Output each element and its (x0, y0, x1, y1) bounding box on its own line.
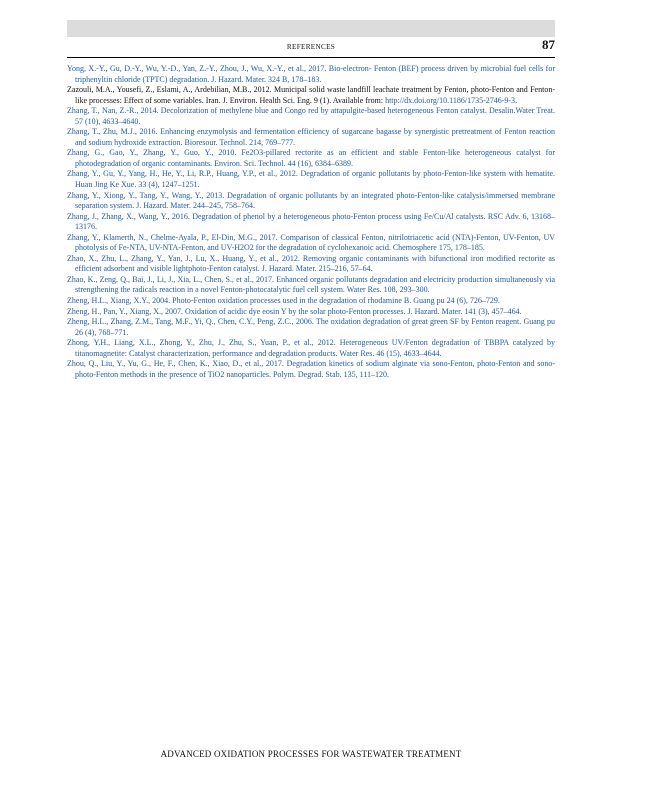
reference-item: Yong, X.-Y., Gu, D.-Y., Wu, Y.-D., Yan, Z.-Y., Zhou, J., Wu, X.-Y., et al., 2017. Bio-electron- Fenton (BEF) process driven by microbial fuel cells for triphenyltin chloride (TPTC) degradation. J. Hazard. Mater. 324 B, 178–183. (67, 64, 555, 84)
reference-item: Zhao, X., Zhu, L., Zhang, Y., Yan, J., Lu, X., Huang, Y., et al., 2012. Removing organic contaminants with bifunctional iron modified rectorite as efficient adsorbent and visible lightphoto-Fenton catalyst. J. Hazard. Mater. 215–216, 57–64. (67, 253, 555, 274)
reference-item: Zhang, Y., Gu, Y., Yang, H., He, Y., Li, R.P., Huang, Y.P., et al., 2012. Degradation of organic pollutants by photo-Fenton-like system with hematite. Huan Jing Ke Xue. 33 (4), 1247–1251. (67, 169, 555, 190)
reference-item: Zhang, J., Zhang, X., Wang, Y., 2016. Degradation of phenol by a heterogeneous photo-Fenton process using Fe/Cu/Al catalysts. RSC Adv. 6, 13168–13176. (67, 211, 555, 232)
reference-item: Zheng, H.L., Zhang, Z.M., Tang, M.F., Yi, Q., Chen, C.Y., Peng, Z.C., 2006. The oxidation degradation of great green SF by Fenton reagent. Guang pu 26 (4), 768–771. (67, 317, 555, 337)
reference-item: Zhou, Q., Liu, Y., Yu, G., He, F., Chen, K., Xiao, D., et al., 2017. Degradation kinetics of sodium alginate via sono-Fenton, photo-Fenton and sono-photo-Fenton methods in the presence of TiO2 nanoparticles. Polym. Degrad. Stab. 135, 111–120. (67, 359, 555, 379)
page-number: 87 (542, 37, 555, 52)
reference-item: Zhang, Y., Klamerth, N., Chelme-Ayala, P., El-Din, M.G., 2017. Comparison of classical Fenton, nitrilotriacetic acid (NTA)-Fenton, UV-Fenton, UV photolysis of Fe-NTA, UV-NTA-Fenton, and UV-H2O2 for the degradation of cyclohexanoic acid. Chemosphere 175, 178–185. (67, 232, 555, 253)
running-head: REFERENCES (286, 43, 336, 51)
doi-link[interactable]: http://dx.doi.org/10.1186/1735-2746-9-3 (385, 95, 516, 105)
page-footer: ADVANCED OXIDATION PROCESSES FOR WASTEWATER TREATMENT (160, 749, 462, 759)
reference-item: Zhang, T., Zhu, M.J., 2016. Enhancing enzymolysis and fermentation efficiency of sugarcane bagasse by synergistic pretreatment of Fenton reaction and sodium hydroxide extraction. Bioresour. Technol. 214, 769–777. (67, 127, 555, 147)
reference-item: Zhang, T., Nan, Z.-R., 2014. Decolorization of methylene blue and Congo red by attapulgite-based heterogeneous Fenton catalyst. Desalin.Water Treat. 57 (10), 4633–4640. (67, 106, 555, 126)
header-bar (67, 20, 555, 37)
reference-text: Zazouli, M.A., Yousefi, Z., Eslami, A., Ardebilian, M.B., 2012. Municipal solid waste landfill leachate treatment by Fenton, photo-Fenton and Fenton-like processes: Effect of some variables. Iran. J. Environ. Health Sci. Eng. 9 (1). Available from: (67, 85, 555, 105)
reference-item: Zheng, H.L., Xiang, X.Y., 2004. Photo-Fenton oxidation processes used in the degradation of rhodamine B. Guang pu 24 (6), 726–729. (67, 296, 500, 306)
reference-item: Zhong, Y.H., Liang, X.L., Zhong, Y., Zhu, J., Zhu, S., Yuan, P., et al., 2012. Heterogeneous UV/Fenton degradation of TBBPA catalyzed by titanomagnetite: Catalyst characterization, performance and degradation products. Water Res. 46 (15), 4633–4644. (67, 338, 555, 358)
reference-item: Zazouli, M.A., Yousefi, Z., Eslami, A., Ardebilian, M.B., 2012. Municipal solid waste landfill leachate treatment by Fenton, photo-Fenton and Fenton-like processes: Effect of some variables. Iran. J. Environ. Health Sci. Eng. 9 (1). Available from: http://dx.doi.org/10.1186/1735-2746-9-3. (67, 85, 555, 105)
reference-item: Zhang, Y., Xiong, Y., Tang, Y., Wang, Y., 2013. Degradation of organic pollutants by an integrated photo-Fenton-like catalysis/immersed membrane separation system. J. Hazard. Mater. 244–245, 758–764. (67, 190, 555, 211)
reference-item: Zhang, G., Gao, Y., Zhang, Y., Guo, Y., 2010. Fe2O3-pillared rectorite as an efficient and stable Fenton-like heterogeneous catalyst for photodegradation of organic contaminants. Environ. Sci. Technol. 44 (16), 6384–6389. (67, 148, 555, 168)
reference-item: Zheng, H., Pan, Y., Xiang, X., 2007. Oxidation of acidic dye eosin Y by the solar photo-Fenton processes. J. Hazard. Mater. 141 (3), 457–464. (67, 306, 522, 316)
header-rule (67, 57, 555, 58)
reference-item: Zhao, K., Zeng, Q., Bai, J., Li, J., Xia, L., Chen, S., et al., 2017. Enhanced organic pollutants degradation and electricity production simultaneously via strengthening the radicals reaction in a novel Fenton-photocatalytic fuel cell system. Water Res. 108, 293–300. (67, 274, 555, 295)
reference-list (67, 64, 555, 380)
